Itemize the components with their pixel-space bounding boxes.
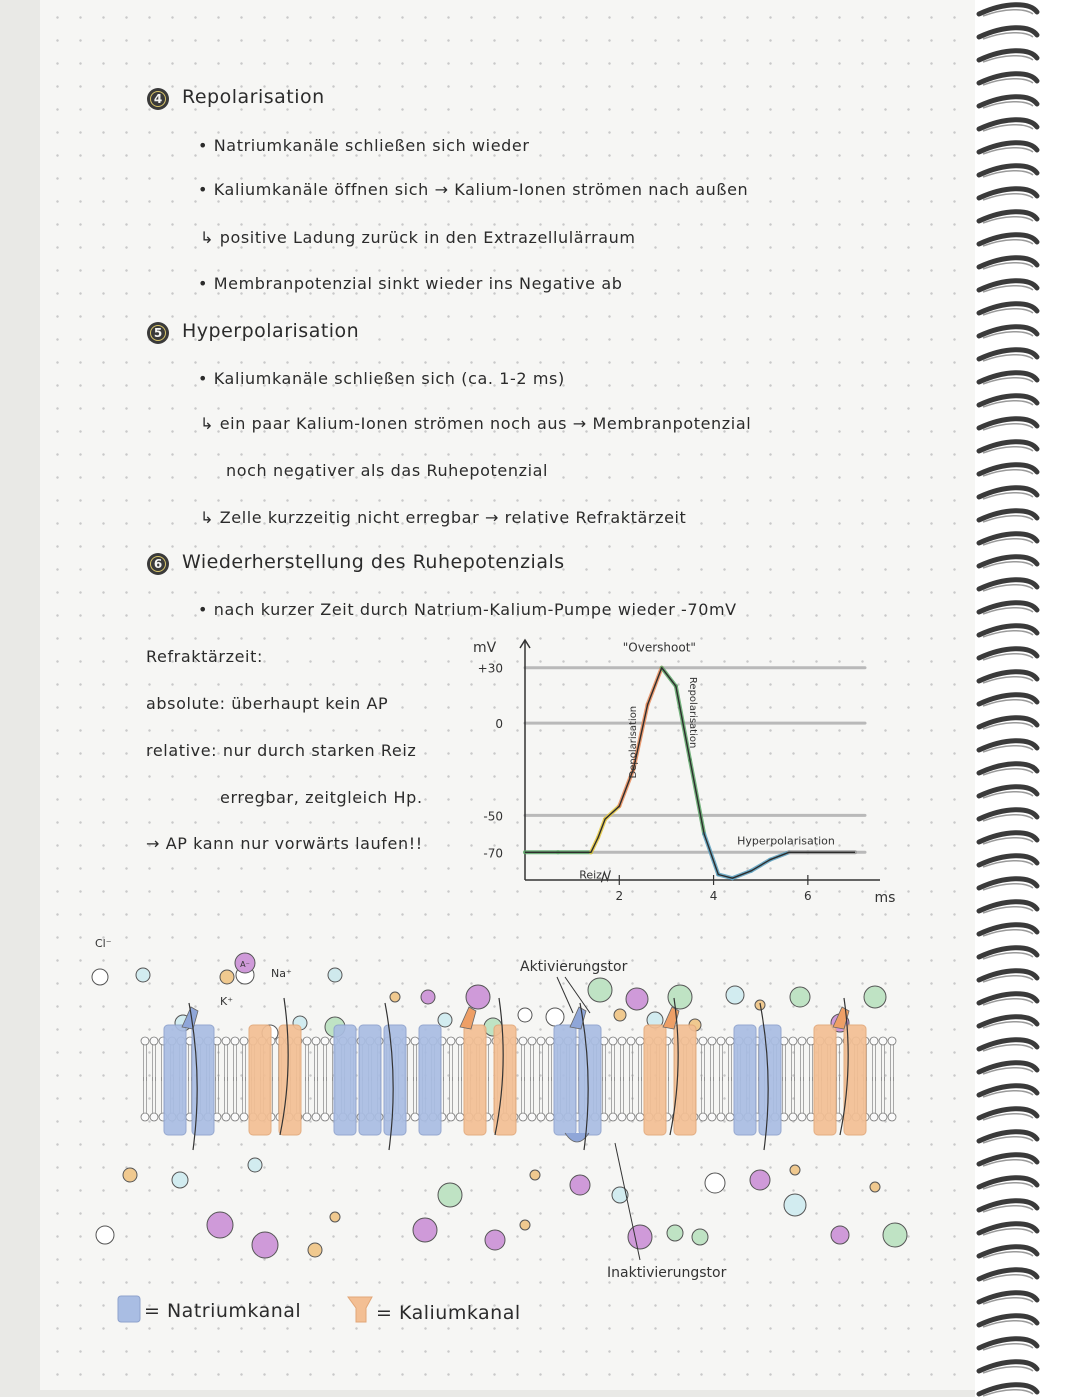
arrow-hook-icon: ↳	[200, 228, 215, 247]
bullet-line: • Natriumkanäle schließen sich wieder	[198, 136, 530, 155]
arrow-icon: →	[572, 414, 587, 433]
section-number-badge: 6	[147, 553, 169, 575]
ion-particle	[750, 1170, 770, 1190]
phospholipid-head	[447, 1113, 455, 1121]
phospholipid-head	[636, 1037, 644, 1045]
ion-particle	[438, 1013, 452, 1027]
ion-particle	[790, 987, 810, 1007]
ion-particle	[92, 969, 108, 985]
section-heading-hyperpolarisation: Hyperpolarisation	[182, 320, 360, 342]
ion-particle	[530, 1170, 540, 1180]
phospholipid-head	[717, 1037, 725, 1045]
phospholipid-head	[708, 1113, 716, 1121]
phospholipid-head	[699, 1037, 707, 1045]
phospholipid-head	[627, 1113, 635, 1121]
ion-particle	[864, 986, 886, 1008]
phospholipid-head	[888, 1037, 896, 1045]
potassium-channel-subunit	[464, 1025, 486, 1135]
ion-particle	[96, 1226, 114, 1244]
phospholipid-head	[609, 1037, 617, 1045]
phospholipid-head	[456, 1037, 464, 1045]
phospholipid-head	[789, 1037, 797, 1045]
phospholipid-head	[636, 1113, 644, 1121]
potassium-channel-subunit	[644, 1025, 666, 1135]
phospholipid-head	[708, 1037, 716, 1045]
arrow-icon: →	[146, 834, 161, 853]
depolarisation-label: Depolarisation	[627, 705, 639, 779]
phospholipid-head	[411, 1037, 419, 1045]
phospholipid-head	[141, 1113, 149, 1121]
sodium-channel-subunit	[554, 1025, 576, 1135]
sodium-channel-subunit	[164, 1025, 186, 1135]
refractory-note: → AP kann nur vorwärts laufen!!	[146, 834, 423, 853]
potassium-channel-subunit	[249, 1025, 271, 1135]
ion-particle	[614, 1009, 626, 1021]
phospholipid-head	[798, 1037, 806, 1045]
sodium-channel-subunit	[759, 1025, 781, 1135]
phospholipid-head	[303, 1113, 311, 1121]
phospholipid-head	[519, 1113, 527, 1121]
section-number-badge: 5	[147, 322, 169, 344]
ion-particle	[308, 1243, 322, 1257]
ion-particle	[692, 1229, 708, 1245]
action-potential-chart	[425, 630, 896, 920]
y-tick-label: -50	[483, 809, 503, 824]
legend-potassium-channel: = Kaliumkanal	[376, 1302, 521, 1324]
potassium-channel-subunit	[279, 1025, 301, 1135]
stimulus-label: Reiz	[579, 868, 602, 882]
x-tick-label: 4	[709, 889, 718, 903]
ion-particle	[726, 986, 744, 1004]
membrane-diagram	[95, 935, 915, 1280]
sodium-channel-swatch	[115, 1292, 143, 1326]
x-axis-label: ms	[874, 890, 896, 906]
activation-gate-label: Aktivierungstor	[520, 959, 628, 975]
sodium-channel-subunit	[579, 1025, 601, 1135]
potassium-label: K⁺	[220, 995, 234, 1008]
notebook-page	[40, 0, 996, 1390]
sub-arrow-line: ↳ positive Ladung zurück in den Extrazellulärraum	[200, 228, 636, 247]
x-tick-label: 2	[615, 889, 624, 903]
phospholipid-head	[870, 1113, 878, 1121]
ion-particle	[136, 968, 150, 982]
chloride-label: Cl⁻	[95, 937, 112, 950]
phospholipid-head	[699, 1113, 707, 1121]
potassium-channel-subunit	[814, 1025, 836, 1135]
phospholipid-head	[798, 1113, 806, 1121]
ion-particle	[390, 992, 400, 1002]
phospholipid-head	[222, 1113, 230, 1121]
phospholipid-head	[321, 1037, 329, 1045]
ion-particle	[628, 1225, 652, 1249]
ion-particle	[626, 988, 648, 1010]
phospholipid-head	[528, 1037, 536, 1045]
phospholipid-head	[312, 1037, 320, 1045]
phospholipid-head	[627, 1037, 635, 1045]
ion-particle	[252, 1232, 278, 1258]
ion-particle	[328, 968, 342, 982]
repolarisation-label: Repolarisation	[687, 676, 698, 749]
pointer-line	[557, 977, 573, 1013]
phospholipid-head	[150, 1113, 158, 1121]
section-heading-wiederherstellung: Wiederherstellung des Ruhepotenzials	[182, 551, 565, 573]
phospholipid-head	[618, 1037, 626, 1045]
section-heading-repolarisation: Repolarisation	[182, 86, 325, 108]
phospholipid-head	[321, 1113, 329, 1121]
ion-particle	[667, 1225, 683, 1241]
bullet-line: • Membranpotenzial sinkt wieder ins Negative ab	[198, 274, 623, 293]
refractory-relative: relative: nur durch starken Reiz	[146, 741, 417, 760]
phospholipid-head	[231, 1037, 239, 1045]
ion-particle	[172, 1172, 188, 1188]
phospholipid-head	[537, 1037, 545, 1045]
sodium-channel-subunit	[419, 1025, 441, 1135]
ion-particle	[485, 1230, 505, 1250]
phospholipid-head	[546, 1037, 554, 1045]
y-axis-label: mV	[473, 640, 497, 656]
ion-particle	[248, 1158, 262, 1172]
refractory-title: Refraktärzeit:	[146, 647, 263, 666]
phospholipid-head	[303, 1037, 311, 1045]
ion-particle	[413, 1218, 437, 1242]
phospholipid-head	[789, 1113, 797, 1121]
potassium-channel-swatch	[345, 1292, 375, 1326]
phospholipid-head	[150, 1037, 158, 1045]
ion-particle	[330, 1212, 340, 1222]
ion-particle	[668, 985, 692, 1009]
phospholipid-head	[618, 1113, 626, 1121]
ion-particle	[883, 1223, 907, 1247]
ion-particle	[705, 1173, 725, 1193]
sub-arrow-line: ↳ Zelle kurzzeitig nicht erregbar → relative Refraktärzeit	[200, 508, 687, 527]
refractory-absolute: absolute: überhaupt kein AP	[146, 694, 389, 713]
arrow-icon: →	[434, 180, 449, 199]
ion-particle	[831, 1226, 849, 1244]
phospholipid-head	[141, 1037, 149, 1045]
ion-particle	[123, 1168, 137, 1182]
ion-particle	[207, 1212, 233, 1238]
ion-particle	[790, 1165, 800, 1175]
ion-particle	[220, 970, 234, 984]
ion-particle	[520, 1220, 530, 1230]
continuation-line: noch negativer als das Ruhepotenzial	[226, 461, 549, 480]
phospholipid-head	[231, 1113, 239, 1121]
hyperpolarisation-label: Hyperpolarisation	[737, 834, 835, 848]
phospholipid-head	[726, 1037, 734, 1045]
refractory-relative-cont: erregbar, zeitgleich Hp.	[220, 788, 423, 807]
phospholipid-head	[609, 1113, 617, 1121]
phospholipid-head	[717, 1113, 725, 1121]
ion-particle	[438, 1183, 462, 1207]
arrow-hook-icon: ↳	[200, 414, 215, 433]
ion-particle	[870, 1182, 880, 1192]
phospholipid-head	[411, 1113, 419, 1121]
ion-particle	[570, 1175, 590, 1195]
arrow-hook-icon: ↳	[200, 508, 215, 527]
bullet-line: • Kaliumkanäle schließen sich (ca. 1-2 ms)	[198, 369, 565, 388]
y-tick-label: -70	[483, 846, 503, 861]
phospholipid-head	[879, 1113, 887, 1121]
sub-arrow-line: ↳ ein paar Kalium-Ionen strömen noch aus → Membranpotenzial	[200, 414, 752, 433]
overshoot-label: "Overshoot"	[622, 640, 696, 655]
phospholipid-head	[240, 1037, 248, 1045]
phospholipid-head	[447, 1037, 455, 1045]
y-tick-label: +30	[477, 661, 503, 676]
ion-particle	[588, 978, 612, 1002]
section-number-badge: 4	[147, 88, 169, 110]
phospholipid-head	[222, 1037, 230, 1045]
sodium-channel-subunit	[384, 1025, 406, 1135]
ion-particle	[546, 1008, 564, 1026]
phospholipid-head	[879, 1037, 887, 1045]
sodium-channel-subunit	[359, 1025, 381, 1135]
bullet-line: • Kaliumkanäle öffnen sich → Kalium-Ionen strömen nach außen	[198, 180, 749, 199]
phospholipid-head	[726, 1113, 734, 1121]
sodium-channel-subunit	[334, 1025, 356, 1135]
phospholipid-head	[537, 1113, 545, 1121]
potassium-channel-subunit	[494, 1025, 516, 1135]
phospholipid-head	[312, 1113, 320, 1121]
phospholipid-head	[519, 1037, 527, 1045]
arrow-icon: →	[484, 508, 499, 527]
phospholipid-head	[456, 1113, 464, 1121]
phospholipid-head	[546, 1113, 554, 1121]
bullet-line: • nach kurzer Zeit durch Natrium-Kalium-Pumpe wieder -70mV	[198, 600, 737, 619]
inactivation-gate-label: Inaktivierungstor	[607, 1265, 727, 1281]
anion-label: A⁻	[240, 960, 250, 969]
sodium-channel-subunit	[734, 1025, 756, 1135]
phospholipid-head	[528, 1113, 536, 1121]
phospholipid-head	[870, 1037, 878, 1045]
ion-particle	[784, 1194, 806, 1216]
ion-particle	[466, 985, 490, 1009]
sodium-label: Na⁺	[271, 967, 292, 980]
spiral-binding	[975, 0, 1080, 1397]
ion-particle	[518, 1008, 532, 1022]
phospholipid-head	[240, 1113, 248, 1121]
legend-sodium-channel: = Natriumkanal	[144, 1300, 302, 1322]
phospholipid-head	[888, 1113, 896, 1121]
ion-particle	[421, 990, 435, 1004]
sodium-channel-subunit	[192, 1025, 214, 1135]
x-tick-label: 6	[804, 889, 812, 903]
pointer-line	[565, 977, 590, 1013]
y-tick-label: 0	[495, 717, 503, 732]
